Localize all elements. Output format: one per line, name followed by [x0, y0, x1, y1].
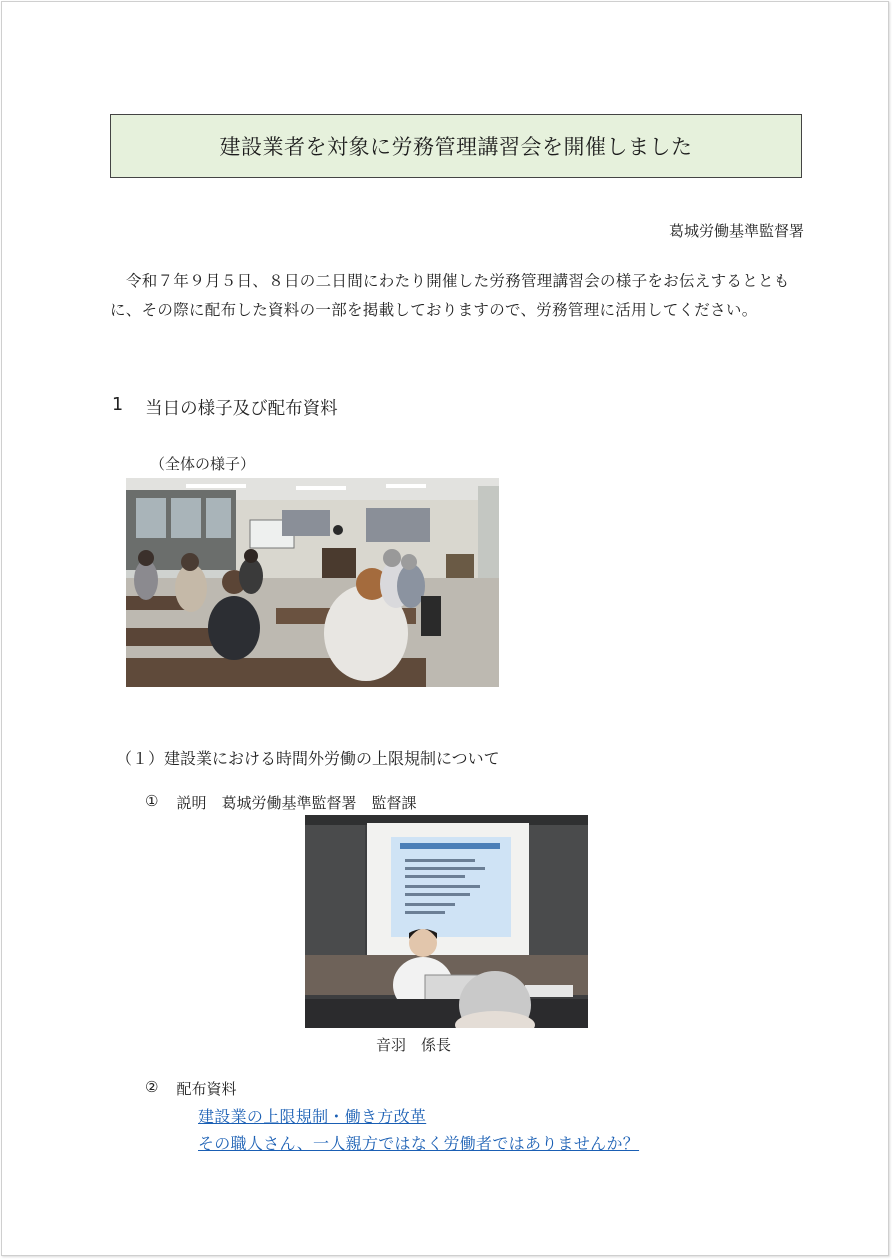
item-1-text: 説明 葛城労働基準監督署 監督課 [176, 794, 417, 812]
seminar-room-photo [126, 478, 499, 687]
item-1-line [145, 792, 416, 813]
item-1-marker: ① [145, 792, 159, 810]
intro-paragraph: 令和７年９月５日、８日の二日間にわたり開催した労務管理講習会の様子をお伝えするとともに、その際に配布した資料の一部を掲載しておりますので、労務管理に活用してください。 [110, 272, 790, 319]
item-2-text: 配布資料 [176, 1080, 237, 1098]
presenter-caption: 音羽 係長 [376, 1036, 452, 1054]
item-2-line [145, 1078, 236, 1099]
subsection-heading-1: （１）建設業における時間外労働の上限規制について [116, 749, 500, 768]
organization-name: 葛城労働基準監督署 [668, 222, 804, 240]
page-title-text: 建設業者を対象に労務管理講習会を開催しました [219, 135, 693, 159]
section-heading-1 [112, 395, 338, 420]
presenter-photo [305, 815, 588, 1028]
link-sole-proprietor-or-worker[interactable]: その職人さん、一人親方ではなく労働者ではありませんか？ [198, 1134, 640, 1153]
item-2-marker: ② [145, 1078, 159, 1096]
section-number: 1 [112, 395, 124, 415]
overview-caption: （全体の様子） [150, 455, 256, 473]
section-title: 当日の様子及び配布資料 [145, 399, 338, 419]
link-construction-overtime-cap[interactable]: 建設業の上限規制・働き方改革 [198, 1107, 427, 1126]
page-title [110, 114, 802, 178]
